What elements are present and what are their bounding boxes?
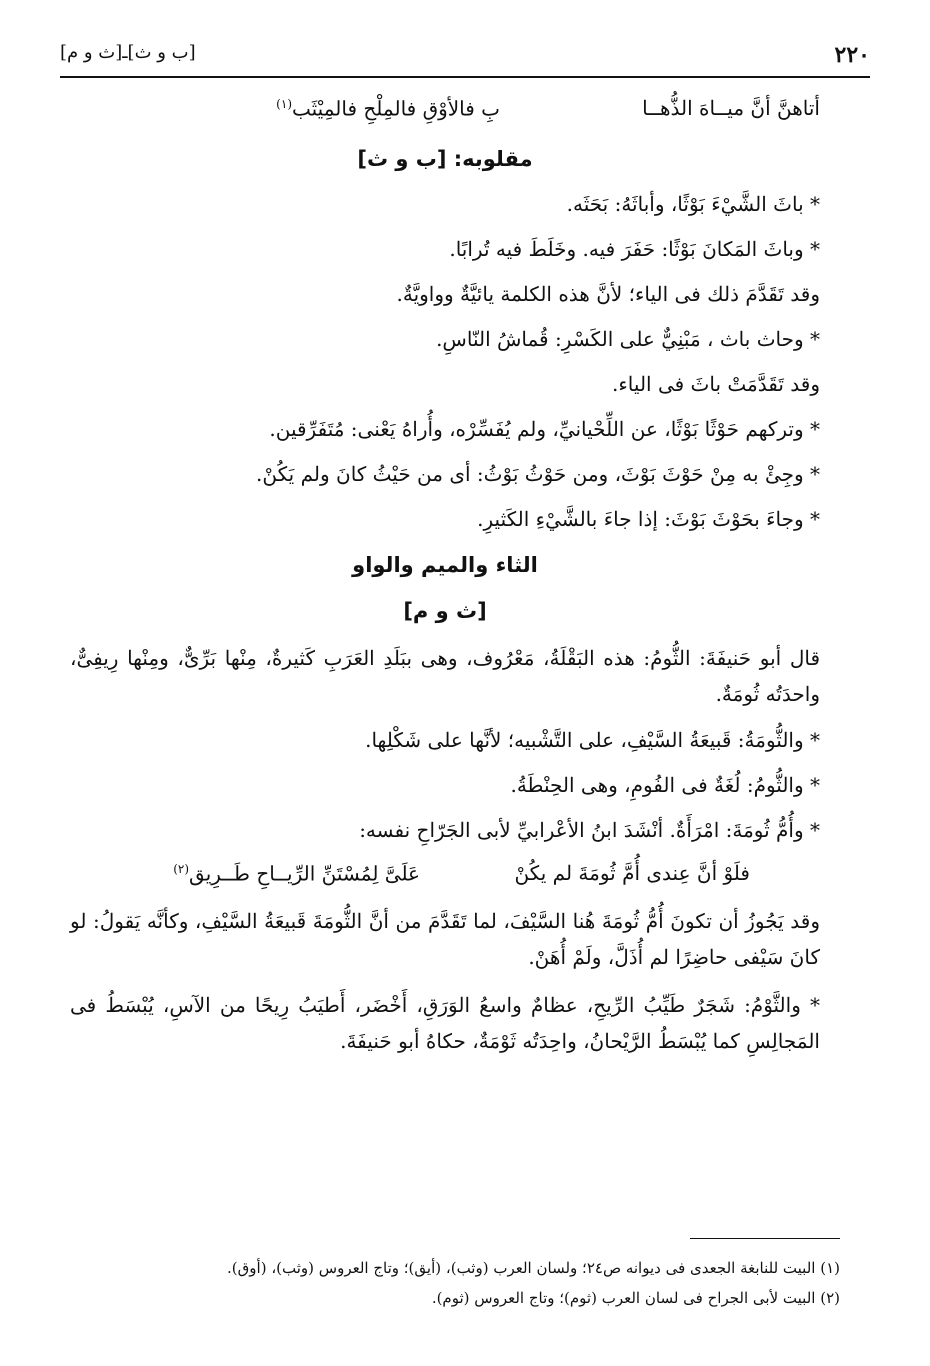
main-text [70,90,820,1065]
verse-2 [70,853,820,897]
footnote-ref-2: (٢) [173,862,190,876]
paragraph-abu-hanifa: قال أبو حَنيفَةَ: الثُّومُ: هذه البَقْلَةُ، مَعْرُوف، وهى ببَلَدِ العَرَبِ كَثيرةٌ، مِنْها بَرِّىٌّ، ومِنْها رِيفِىٌّ، واحدَتُه ثُومَةٌ. [70,646,820,706]
verse-2-hemistich-2 [173,863,420,884]
footnotes [100,1238,840,1313]
entry-line: وقد تَقَدَّمَ ذلك فى الياء؛ لأنَّ هذه الكلمة يائيَّةٌ وواويَّةٌ. [396,282,820,306]
entry-line: * وباثَ المَكانَ بَوْثًا: حَفَرَ فيه. وخَلَطَ فيه تُرابًا. [449,237,820,261]
entry-line: * وحاث باث ، مَبْنِيٌّ على الكَسْرِ: قُماشُ النّاسِ. [436,327,820,351]
footnote-1: (١) البيت للنابغة الجعدى فى ديوانه ص٢٤؛ ولسان العرب (وثب)، (أيق)؛ وتاج العروس (وثب)، (أوق). [227,1259,840,1277]
page-header [60,36,870,76]
section-heading-maqlub: مقلوبه: [ب و ث] [357,147,533,171]
verse-2-hemistich-2-text: عَلَىَّ لِمُسْتَنِّ الرِّيــاحِ طَــرِيق [189,861,420,886]
section-subheading-root: [ث و م] [403,599,487,623]
verse-2-hemistich-1: فلَوْ أنَّ عِندى أُمَّ ثُومَةَ لم يكُنْ [514,861,750,885]
paragraph-umm-thuma: وقد يَجُوزُ أن تكونَ أُمُّ ثُومَةَ هُنا السَّيْفَ، لما تَقَدَّمَ من أنَّ الثُّومَةَ قَبيعَةُ السَّيْفِ، وكأنَّه يَقولُ: لو كانَ سَيْفى حاضِرًا لم أُذَلَّ، ولَمْ أُهَنْ. [70,909,820,969]
entry-line: * باثَ الشَّيْءَ بَوْثًا، وأباثَهُ: بَحَثَه. [566,192,820,216]
verse-1-hemistich-2-text: بِ فالأوْقِ فالمِلْحِ فالمِيْثَب [292,96,500,121]
entry-line: * وأُمُّ ثُومَةَ: امْرَأَةٌ. أنْشَدَ ابنُ الأعْرابيِّ لأبى الجَرّاحِ نفسه: [359,818,820,842]
footnote-rule [690,1238,840,1239]
entry-line: * والثُّومَةُ: قَبيعَةُ السَّيْفِ، على التَّشْبيه؛ لأنَّها على شَكْلِها. [365,728,820,752]
entry-line: وقد تَقَدَّمَتْ باثَ فى الياء. [612,372,820,396]
section-heading-root: الثاء والميم والواو [352,553,538,577]
footnote-ref-1: (١) [276,97,292,111]
verse-1-hemistich-2 [276,98,500,119]
paragraph-thawm: * والثَّوْمُ: شَجَرٌ طَيِّبُ الرِّيحِ، عظامٌ واسعُ الوَرَقِ، أَخْضَر، أَطيَبُ رِيحًا من الآسِ، يُبْسَطُ فى المَجالِسِ كما يُبْسَطُ الرَّيْحانُ، واحِدَتُه ثَوْمَةٌ، حكاهُ أبو حَنيفَةَ. [70,993,820,1053]
entry-line: * والثُّومُ: لُغَةٌ فى الفُومِ، وهى الحِنْطَةُ. [510,773,820,797]
verse-1-hemistich-1: أتاهنَّ أنَّ ميــاهَ الذُّهــا [642,96,820,120]
footnote-2: (٢) البيت لأبى الجراح فى لسان العرب (ثوم)؛ وتاج العروس (ثوم). [431,1289,840,1307]
entry-line: * وجاءَ بحَوْثَ بَوْثَ: إذا جاءَ بالشَّيْءِ الكَثيرِ. [477,507,820,531]
verse-1 [70,90,820,136]
entry-line: * وتركهم حَوْثًا بَوْثًا، عن اللِّحْيانيِّ، ولم يُفَسِّرْه، وأُراهُ يَعْنى: مُتَفَرِّقين. [269,417,820,441]
header-rule [60,76,870,78]
page-number: ٢٢٠ [834,42,870,68]
entry-line: * وجِئْ به مِنْ حَوْثَ بَوْثَ، ومن حَوْثُ بَوْثُ: أى من حَيْثُ كانَ ولم يَكُنْ. [256,462,820,486]
running-head: [ب و ث]ـ[ث و م] [60,42,196,63]
